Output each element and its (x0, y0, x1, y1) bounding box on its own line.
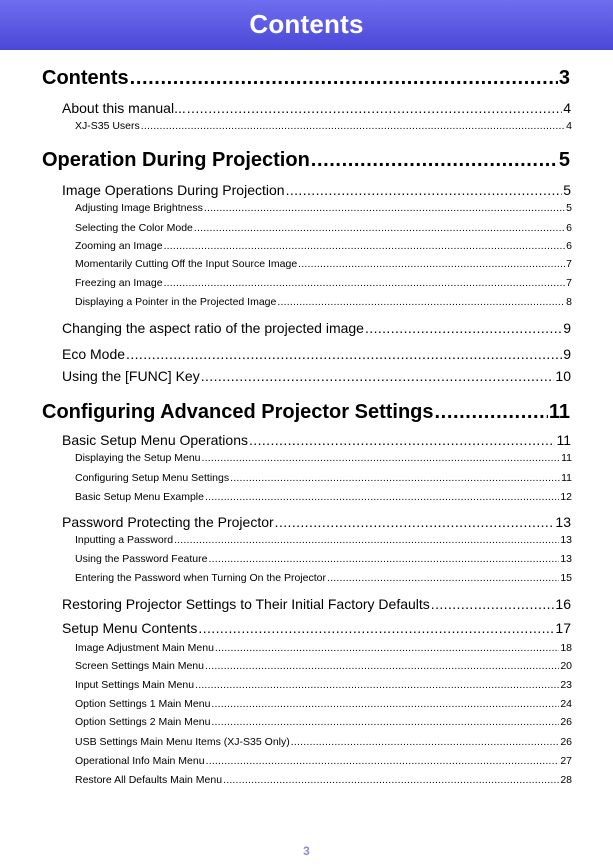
toc-entry-page: 16 (555, 596, 571, 612)
toc-entry-level-2[interactable] (62, 366, 571, 384)
dot-leader (431, 598, 555, 612)
toc-entry-title: Option Settings 2 Main Menu (75, 716, 211, 728)
toc-entry-level-3[interactable] (75, 658, 572, 672)
toc-entry-title: Configuring Setup Menu Settings (75, 472, 230, 484)
toc-entry-page: 11 (561, 472, 572, 484)
toc-entry-level-3[interactable] (75, 640, 572, 654)
toc-entry-title: XJ-S35 Users (75, 120, 140, 132)
toc-entry-title: Configuring Advanced Projector Settings (42, 401, 434, 423)
toc-entry-level-2[interactable] (62, 512, 571, 530)
toc-entry-page: 11 (548, 401, 570, 423)
toc-entry-level-2[interactable] (62, 318, 571, 336)
toc-entry-page: 11 (561, 452, 572, 464)
toc-entry-page: 27 (560, 755, 572, 767)
dot-leader (195, 681, 559, 692)
toc-entry-level-3[interactable] (75, 489, 572, 503)
toc-entry-title: Changing the aspect ratio of the projected image (62, 320, 364, 336)
toc-entry-level-2[interactable] (62, 430, 571, 448)
toc-entry-level-2[interactable] (62, 98, 571, 116)
dot-leader (201, 370, 555, 384)
toc-entry-page: 10 (555, 368, 571, 384)
toc-entry-level-3[interactable] (75, 753, 572, 767)
toc-entry-title: Image Operations During Projection (62, 182, 285, 198)
toc-entry-level-3[interactable] (75, 200, 572, 214)
dot-leader (435, 404, 548, 424)
toc-entry-level-3[interactable] (75, 714, 572, 728)
toc-entry-title: Eco Mode (62, 346, 126, 362)
toc-entry-level-3[interactable] (75, 772, 572, 786)
toc-entry-level-2[interactable] (62, 344, 571, 362)
toc-entry-level-3[interactable] (75, 238, 572, 252)
toc-entry-page: 4 (563, 100, 571, 116)
toc-entry-title: Using the [FUNC] Key (62, 368, 200, 384)
toc-entry-level-3[interactable] (75, 294, 572, 308)
page-title: Contents (249, 8, 364, 39)
toc-entry-page: 9 (563, 320, 571, 336)
page-number: 3 (303, 844, 310, 858)
dot-leader (202, 454, 561, 465)
dot-leader (205, 493, 559, 504)
dot-leader (365, 322, 562, 336)
toc-entry-level-2[interactable] (62, 618, 571, 636)
toc-entry-page: 3 (558, 67, 570, 89)
toc-entry-title: Operational Info Main Menu (75, 755, 205, 767)
toc-entry-page: 7 (566, 277, 572, 289)
toc-entry-level-1[interactable] (42, 398, 570, 424)
dot-leader (211, 700, 559, 711)
toc-entry-level-3[interactable] (75, 275, 572, 289)
toc-entry-page: 8 (566, 296, 572, 308)
toc-entry-level-3[interactable] (75, 450, 572, 464)
toc-entry-page: 26 (560, 736, 572, 748)
toc-entry-page: 18 (560, 642, 572, 654)
toc-entry-title: Restoring Projector Settings to Their Initial Factory Defaults (62, 596, 430, 612)
dot-leader (249, 434, 555, 448)
toc-entry-title: Inputting a Password (75, 534, 174, 546)
dot-leader (187, 102, 562, 116)
toc-entry-title: About this manual... (62, 100, 186, 116)
toc-entry-title: Entering the Password when Turning On the Projector (75, 572, 326, 584)
toc-entry-title: Option Settings 1 Main Menu (75, 698, 211, 710)
dot-leader (277, 298, 565, 309)
toc-entry-page: 20 (560, 660, 572, 672)
toc-entry-title: Selecting the Color Mode (75, 222, 193, 234)
toc-entry-title: Image Adjustment Main Menu (75, 642, 214, 654)
dot-leader (204, 204, 565, 215)
toc-entry-page: 24 (560, 698, 572, 710)
toc-entry-page: 13 (560, 534, 572, 546)
toc-entry-page: 5 (558, 149, 570, 171)
dot-leader (327, 574, 559, 585)
toc-entry-page: 5 (563, 182, 571, 198)
toc-entry-page: 13 (560, 553, 572, 565)
toc-entry-page: 17 (555, 620, 571, 636)
toc-entry-level-3[interactable] (75, 118, 572, 132)
toc-entry-level-2[interactable] (62, 594, 571, 612)
toc-entry-level-3[interactable] (75, 470, 572, 484)
toc-entry-title: Adjusting Image Brightness (75, 202, 203, 214)
toc-entry-page: 7 (566, 258, 572, 270)
toc-entry-title: Contents (42, 67, 129, 89)
dot-leader (130, 70, 558, 90)
dot-leader (211, 718, 559, 729)
header-banner (0, 0, 613, 50)
toc-entry-page: 9 (563, 346, 571, 362)
toc-entry-level-3[interactable] (75, 256, 572, 270)
dot-leader (223, 776, 559, 787)
toc-entry-title: Restore All Defaults Main Menu (75, 774, 223, 786)
toc-entry-title: Password Protecting the Projector (62, 514, 274, 530)
toc-entry-page: 13 (555, 514, 571, 530)
toc-entry-level-3[interactable] (75, 696, 572, 710)
dot-leader (164, 279, 566, 290)
toc-entry-title: Momentarily Cutting Off the Input Source Image (75, 258, 298, 270)
dot-leader (291, 738, 560, 749)
dot-leader (215, 644, 559, 655)
toc-entry-title: Basic Setup Menu Example (75, 491, 204, 503)
toc-entry-title: Setup Menu Contents (62, 620, 198, 636)
toc-entry-title: Using the Password Feature (75, 553, 208, 565)
toc-entry-page: 5 (566, 202, 572, 214)
toc-entry-level-3[interactable] (75, 677, 572, 691)
dot-leader (198, 622, 554, 636)
toc-entry-level-1[interactable] (42, 64, 570, 90)
toc-entry-title: Zooming an Image (75, 240, 163, 252)
dot-leader (286, 184, 563, 198)
dot-leader (205, 662, 559, 673)
dot-leader (126, 348, 562, 362)
toc-entry-level-3[interactable] (75, 220, 572, 234)
toc-entry-title: Displaying the Setup Menu (75, 452, 201, 464)
dot-leader (311, 152, 558, 172)
toc-entry-title: Operation During Projection (42, 149, 310, 171)
toc-entry-title: Basic Setup Menu Operations (62, 432, 248, 448)
dot-leader (208, 555, 559, 566)
toc-entry-level-2[interactable] (62, 180, 571, 198)
toc-entry-title: Input Settings Main Menu (75, 679, 195, 691)
toc-entry-page: 15 (560, 572, 572, 584)
toc-entry-level-3[interactable] (75, 734, 572, 748)
toc-entry-title: Screen Settings Main Menu (75, 660, 204, 672)
dot-leader (206, 757, 560, 768)
toc-entry-title: Displaying a Pointer in the Projected Image (75, 296, 277, 308)
toc-entry-page: 4 (566, 120, 572, 132)
toc-entry-level-3[interactable] (75, 551, 572, 565)
toc-entry-page: 26 (560, 716, 572, 728)
dot-leader (230, 474, 560, 485)
dot-leader (298, 260, 565, 271)
toc-entry-page: 23 (560, 679, 572, 691)
toc-entry-level-1[interactable] (42, 146, 570, 172)
dot-leader (275, 516, 555, 530)
toc-entry-page: 12 (560, 491, 572, 503)
dot-leader (141, 122, 565, 133)
dot-leader (174, 536, 559, 547)
dot-leader (164, 242, 566, 253)
toc-entry-page: 11 (556, 432, 571, 448)
dot-leader (194, 224, 565, 235)
toc-entry-page: 6 (566, 240, 572, 252)
toc-entry-page: 6 (566, 222, 572, 234)
toc-entry-title: USB Settings Main Menu Items (XJ-S35 Only) (75, 736, 290, 748)
toc-entry-level-3[interactable] (75, 532, 572, 546)
toc-entry-page: 28 (560, 774, 572, 786)
toc-entry-title: Freezing an Image (75, 277, 163, 289)
toc-entry-level-3[interactable] (75, 570, 572, 584)
